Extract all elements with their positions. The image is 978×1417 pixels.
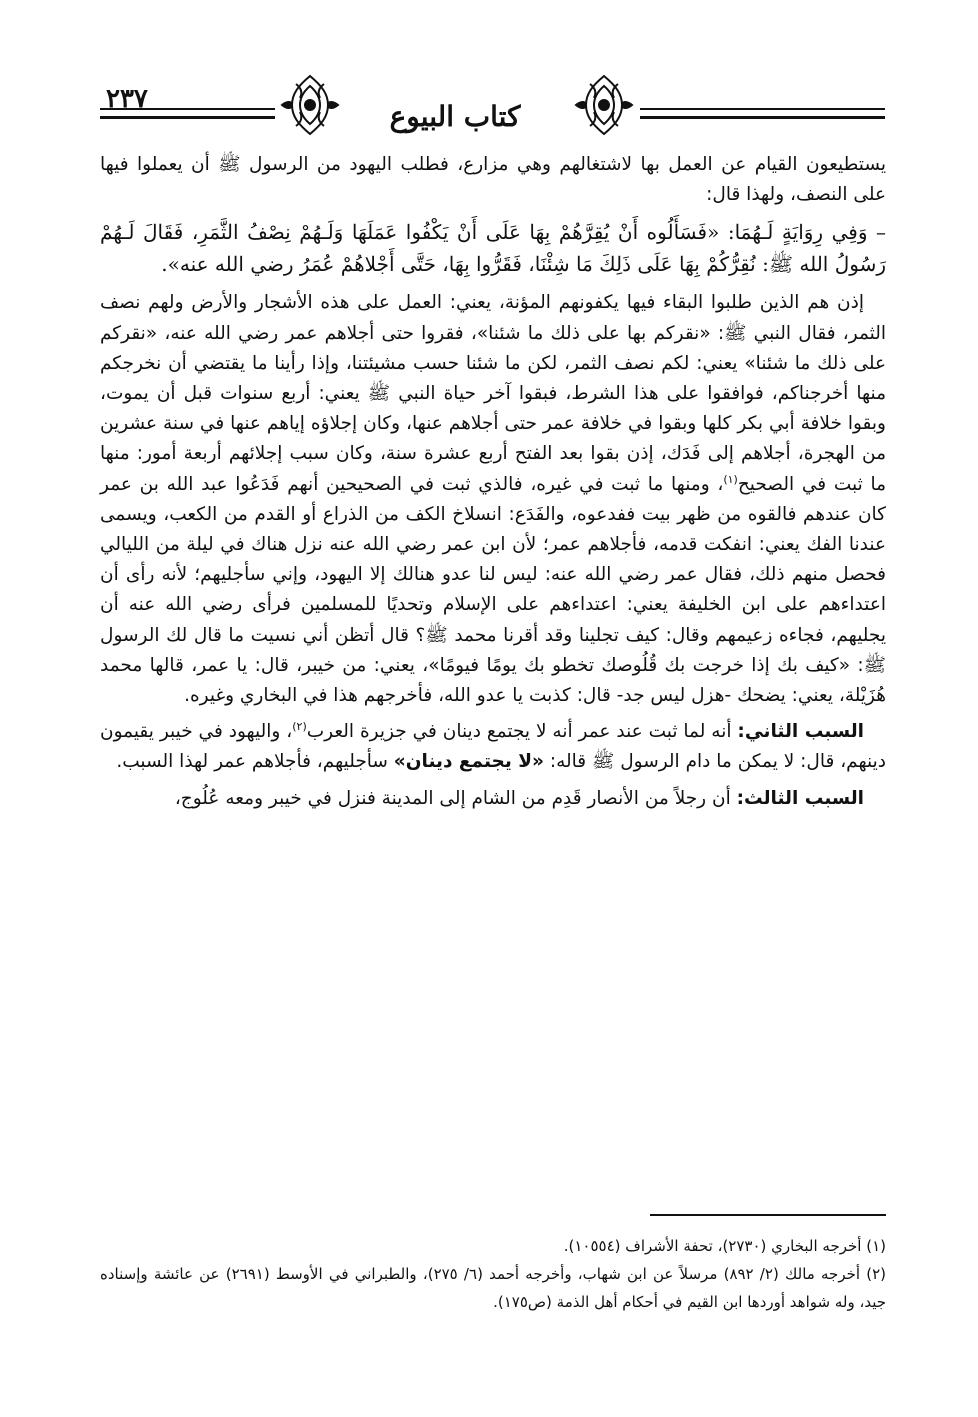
footnote-1: (١) أخرجه البخاري (٢٧٣٠)، تحفة الأشراف (١٠٥٥٤). <box>563 1237 886 1255</box>
second-reason-heading: السبب الثاني: <box>737 721 864 743</box>
third-reason-text: أن رجلاً من الأنصار قَدِم من الشام إلى المدينة فنزل في خيبر ومعه عُلُوج، <box>174 787 737 809</box>
explanation-part-1: إذن هم الذين طلبوا البقاء فيها يكفونهم المؤنة، يعني: العمل على هذه الأشجار والأرض ولهم نصف الثمر، فقال النبي ﷺ: «نقركم بها على ذلك ما شئنا»، فقروا حتى أجلاهم عمر رضي الله عنه، «نقركم على ذلك ما شئنا» يعني: لكم نصف الثمر، لكن ما شئنا حسب مشيئتنا، وإذا رأينا ما يقتضي أن نخرجكم منها أخرجناكم، فوافقوا على هذا الشرط، فبقوا آخر حياة النبي ﷺ يعني: أربع سنوات قبل أن يموت، وبقوا خلافة أبي بكر كلها وبقوا في خلافة عمر حتى أجلاهم عنها، وكان إجلاؤه إياهم عنها في سنة عشرين من الهجرة، أجلاهم إلى فَدَك، إذن بقوا بعد الفتح أربع عشرة سنة، وكان سبب إجلائهم أربعة أمور: منها ما ثبت في الصحيح <box>100 292 886 495</box>
paragraph-second-reason <box>100 717 886 777</box>
footnote-mark-1[interactable]: (١) <box>723 472 738 486</box>
paragraph-explanation <box>100 288 886 711</box>
hadith-quote: – وَفِي رِوَايَةٍ لَـهُمَا: «فَسَأَلُوه أَنْ يُقِرَّهُمْ بِهَا عَلَى أَنْ يَكْفُوا عَمَلَهَا وَلَـهُمْ نِصْفُ الثَّمَرِ، فَقَالَ لَـهُمْ رَسُولُ الله ﷺ: نُقِرُّكُمْ بِهَا عَلَى ذَلِكَ مَا شِئْنَا، فَقَرُّوا بِهَا، حَتَّى أَجْلاهُمْ عُمَرُ رضي الله عنه». <box>100 220 886 277</box>
header-rule-left-bottom <box>100 116 275 119</box>
footnote-mark-2[interactable]: (٢) <box>292 720 307 734</box>
footnote-2: (٢) أخرجه مالك (٢/ ٨٩٢) مرسلاً عن ابن شهاب، وأخرجه أحمد (٦/ ٢٧٥)، والطبراني في الأوسط (٢٦٩١) عن عائشة وإسناده جيد، وله شواهد أوردها ابن القيم في أحكام أهل الذمة (ص١٧٥). <box>100 1265 887 1311</box>
chapter-title: كتاب البيوع <box>389 100 521 133</box>
ornament-left-icon <box>278 72 342 138</box>
second-reason-text-2: ، واليهود في خيبر يقيمون دينهم، قال: لا يمكن ما دام الرسول ﷺ قاله: <box>100 721 886 773</box>
second-reason-quote: «لا يجتمع دينان» <box>393 751 544 773</box>
explanation-part-2: ، ومنها ما ثبت في غيره، فالذي ثبت في الصحيحين أنهم فَدَعُوا عبد الله بن عمر كان عندهم فالقوه من ظهر بيت ففدعوه، والفَدَع: انسلاخ الكف من الذراع أو القدم من الكعب، ويسمى عندنا الفك يعني: انفكت قدمه، فأجلاهم عمر؛ لأن ابن عمر رضي الله عنه نزل هناك في ليلة من الليالي فحصل منهم ذلك، فقال عمر رضي الله عنه: ليس لنا عدو هنالك إلا اليهود، وإني سأجليهم؛ لأنه رأى أن اعتداءهم على ابن الخليفة يعني: اعتداءهم على الإسلام وتحديًا للمسلمين فرأى رضي الله عنه أن يجليهم، فجاءه زعيمهم وقال: كيف تجلينا وقد أقرنا محمد ﷺ؟ قال أتظن أني نسيت ما قال لك الرسول ﷺ: «كيف بك إذا خرجت بك قُلُوصك تخطو بك يومًا فيومًا»، يعني: من خيبر، قال: يا عمر، قالها محمد هُزَيْلة، يعني: يضحك -هزل ليس جد- قال: كذبت يا عدو الله، فأخرجهم هذا في البخاري وغيره. <box>100 473 886 707</box>
main-text <box>100 150 886 820</box>
page-number: ٢٣٧ <box>106 84 148 114</box>
paragraph-third-reason <box>100 784 886 814</box>
ornament-right-icon <box>572 72 636 138</box>
second-reason-text-3: سأجليهم، فأجلاهم عمر لهذا السبب. <box>116 751 394 773</box>
footnote-separator <box>650 1214 886 1216</box>
header-rule-right-top <box>640 108 885 110</box>
header-rule-right-bottom <box>640 116 885 119</box>
third-reason-heading: السبب الثالث: <box>736 787 864 809</box>
page-header <box>100 70 885 150</box>
second-reason-text-1: أنه لما ثبت عند عمر أنه لا يجتمع دينان في جزيرة العرب <box>306 721 738 743</box>
footnotes <box>100 1232 886 1316</box>
paragraph-intro: يستطيعون القيام عن العمل بها لاشتغالهم وهي مزارع، فطلب اليهود من الرسول ﷺ أن يعملوا فيها على النصف، ولهذا قال: <box>100 154 886 206</box>
